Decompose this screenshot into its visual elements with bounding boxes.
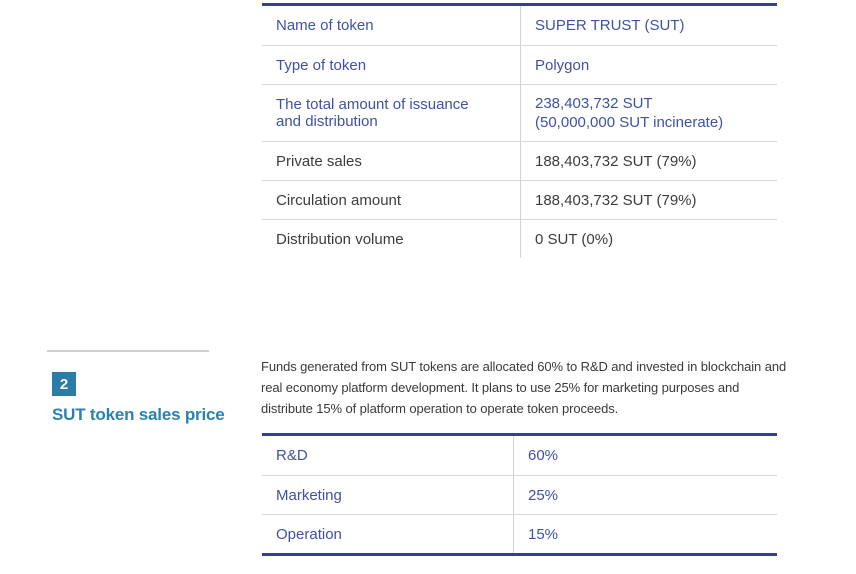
row-label-text: Type of token	[276, 56, 367, 74]
row-value	[520, 46, 777, 84]
row-value	[520, 220, 777, 258]
row-value-text: 0 SUT (0%)	[535, 230, 614, 248]
token-info-table	[262, 3, 777, 258]
intro-paragraph: Funds generated from SUT tokens are allocated 60% to R&D and invested in blockchain and real economy platform development. It plans to use 25% for marketing purposes and distribute 15% of platform operation to operate token proceeds.	[261, 359, 787, 416]
row-value-line: (50,000,000 SUT incinerate)	[535, 114, 724, 131]
row-value	[520, 181, 777, 219]
row-value	[520, 85, 777, 141]
row-label	[262, 515, 513, 553]
allocation-table	[262, 433, 777, 556]
table-row	[262, 514, 777, 553]
row-label	[262, 46, 520, 84]
row-value-text: 25%	[528, 486, 559, 504]
row-label-text: Name of token	[276, 17, 374, 34]
row-value	[513, 476, 777, 514]
row-label	[262, 142, 520, 180]
row-value	[513, 515, 777, 553]
row-label	[262, 476, 513, 514]
row-value-text: 188,403,732 SUT (79%)	[535, 191, 697, 209]
table-row	[262, 180, 777, 219]
row-value	[520, 142, 777, 180]
row-value-text: 188,403,732 SUT (79%)	[535, 152, 697, 170]
row-value-text: Polygon	[535, 56, 590, 74]
row-label-text: Marketing	[276, 486, 342, 504]
table-row	[262, 219, 777, 258]
row-value	[513, 436, 777, 475]
table-row	[262, 6, 777, 45]
row-label	[262, 181, 520, 219]
row-label-text: Distribution volume	[276, 230, 404, 248]
table-row	[262, 84, 777, 141]
row-label	[262, 220, 520, 258]
row-label-text: Operation	[276, 525, 342, 543]
row-value-text: SUPER TRUST (SUT)	[535, 17, 685, 34]
section-number: 2	[59, 375, 69, 393]
row-value-text: 60%	[528, 447, 559, 464]
row-label-text: Private sales	[276, 152, 362, 170]
row-value-text: 15%	[528, 525, 559, 543]
table-row	[262, 436, 777, 475]
row-value-line: 238,403,732 SUT	[535, 95, 653, 112]
row-label	[262, 85, 520, 141]
table-row	[262, 45, 777, 84]
row-label-text: The total amount of issuance and distribution	[276, 96, 469, 130]
row-label-text: Circulation amount	[276, 191, 402, 209]
section-title: SUT token sales price	[52, 405, 225, 424]
row-label-text: R&D	[276, 447, 308, 464]
table-row	[262, 475, 777, 514]
table-row	[262, 141, 777, 180]
row-label	[262, 436, 513, 475]
section-number-badge	[52, 372, 76, 396]
row-value	[520, 6, 777, 45]
sidebar-divider	[47, 350, 209, 352]
row-label	[262, 6, 520, 45]
